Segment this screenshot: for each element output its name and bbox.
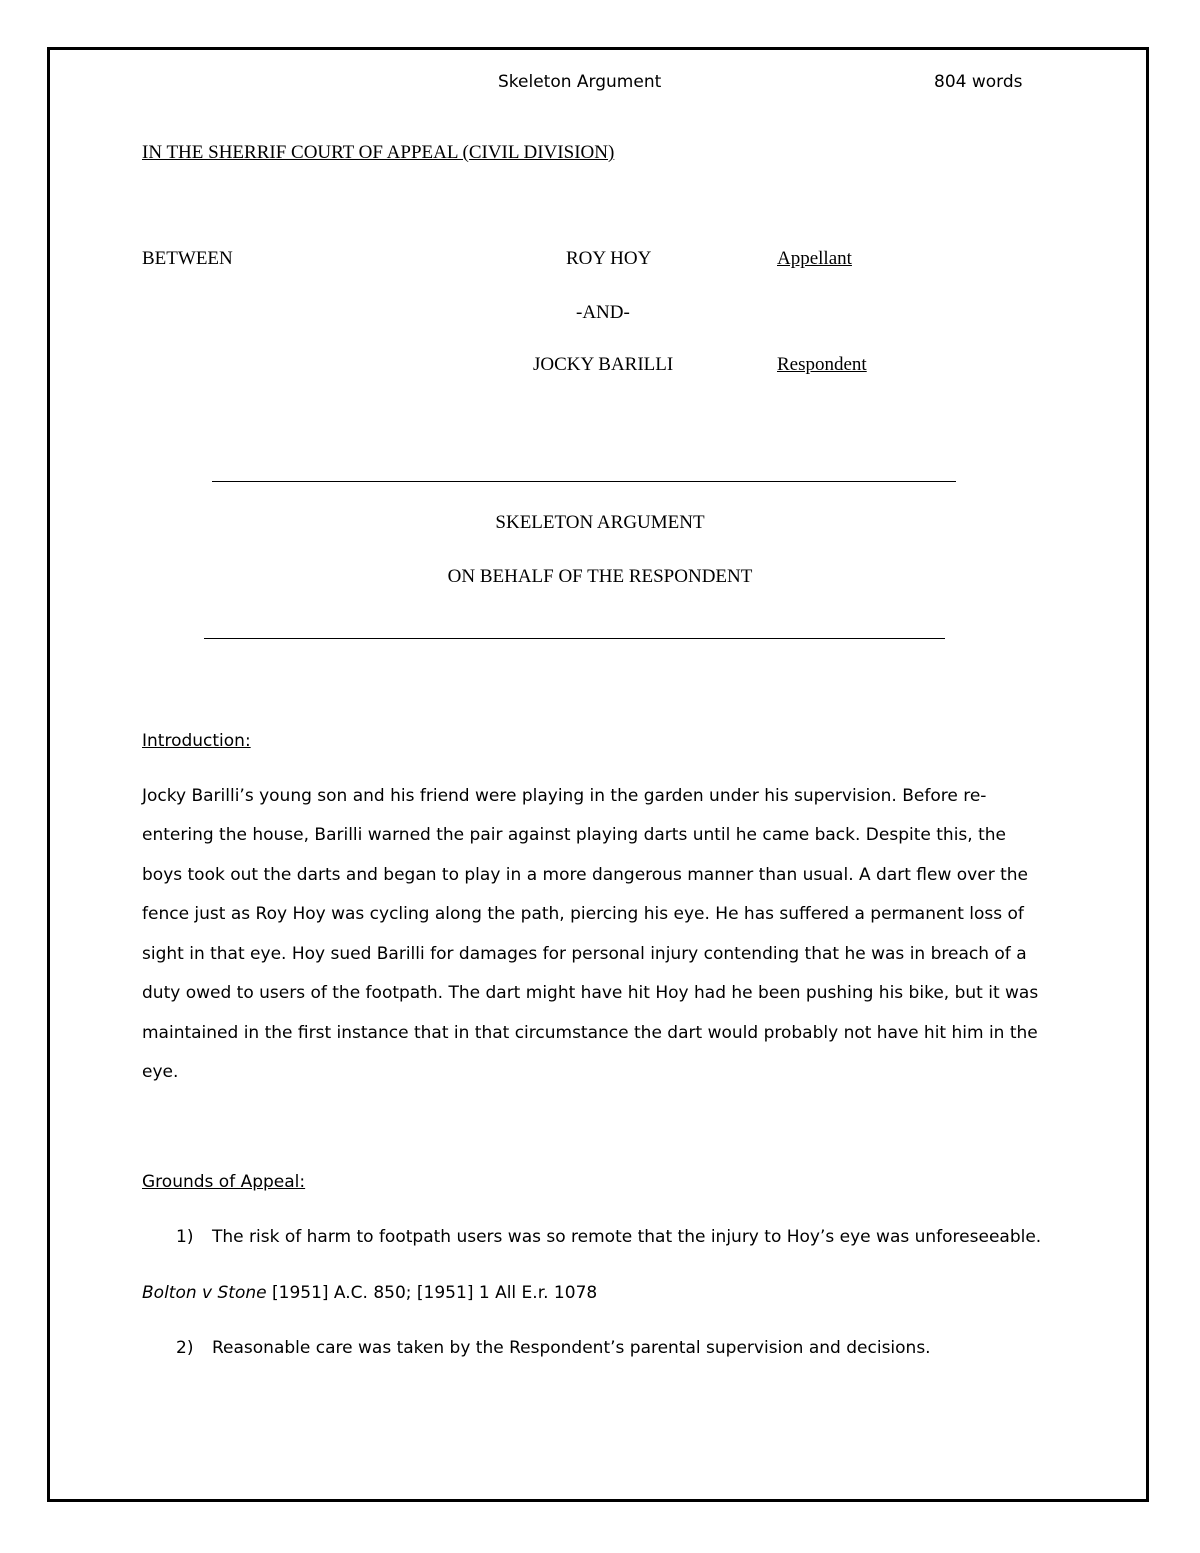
- court-heading: IN THE SHERRIF COURT OF APPEAL (CIVIL DIVISION): [142, 142, 615, 163]
- word-count: 804 words: [934, 72, 1023, 92]
- divider-top: [212, 481, 956, 482]
- introduction-heading: Introduction:: [142, 731, 251, 751]
- ground-2-text: Reasonable care was taken by the Respondent’s parental supervision and decisions.: [212, 1338, 931, 1358]
- respondent-role: Respondent: [777, 354, 867, 375]
- grounds-heading: Grounds of Appeal:: [142, 1172, 306, 1192]
- between-label: BETWEEN: [142, 248, 233, 269]
- ground-2-number: 2): [176, 1338, 194, 1358]
- ground-1-number: 1): [176, 1227, 194, 1247]
- respondent-name: JOCKY BARILLI: [533, 354, 674, 375]
- introduction-line: Jocky Barilli’s young son and his friend were playing in the garden under his supervision. Before re-: [142, 786, 987, 806]
- appellant-role: Appellant: [777, 248, 852, 269]
- case-citation: [142, 1283, 597, 1303]
- and-label: -AND-: [576, 302, 630, 323]
- introduction-line: entering the house, Barilli warned the pair against playing darts until he came back. Despite this, the: [142, 825, 1006, 845]
- divider-bottom: [204, 638, 945, 639]
- introduction-line: eye.: [142, 1062, 179, 1082]
- ground-1-text: The risk of harm to footpath users was so remote that the injury to Hoy’s eye was unforeseeable.: [212, 1227, 1042, 1247]
- case-reference: [1951] A.C. 850; [1951] 1 All E.r. 1078: [266, 1283, 598, 1303]
- appellant-name: ROY HOY: [566, 248, 652, 269]
- document-title-line1: SKELETON ARGUMENT: [495, 512, 705, 533]
- introduction-line: sight in that eye. Hoy sued Barilli for damages for personal injury contending that he was in breach of a: [142, 944, 1027, 964]
- introduction-line: maintained in the first instance that in that circumstance the dart would probably not have hit him in the: [142, 1023, 1038, 1043]
- case-name: Bolton v Stone: [142, 1283, 267, 1303]
- introduction-line: boys took out the darts and began to play in a more dangerous manner than usual. A dart flew over the: [142, 865, 1028, 885]
- header-title: Skeleton Argument: [498, 72, 662, 92]
- introduction-line: fence just as Roy Hoy was cycling along the path, piercing his eye. He has suffered a permanent loss of: [142, 904, 1024, 924]
- document-title-line2: ON BEHALF OF THE RESPONDENT: [447, 566, 753, 587]
- introduction-line: duty owed to users of the footpath. The dart might have hit Hoy had he been pushing his bike, but it was: [142, 983, 1039, 1003]
